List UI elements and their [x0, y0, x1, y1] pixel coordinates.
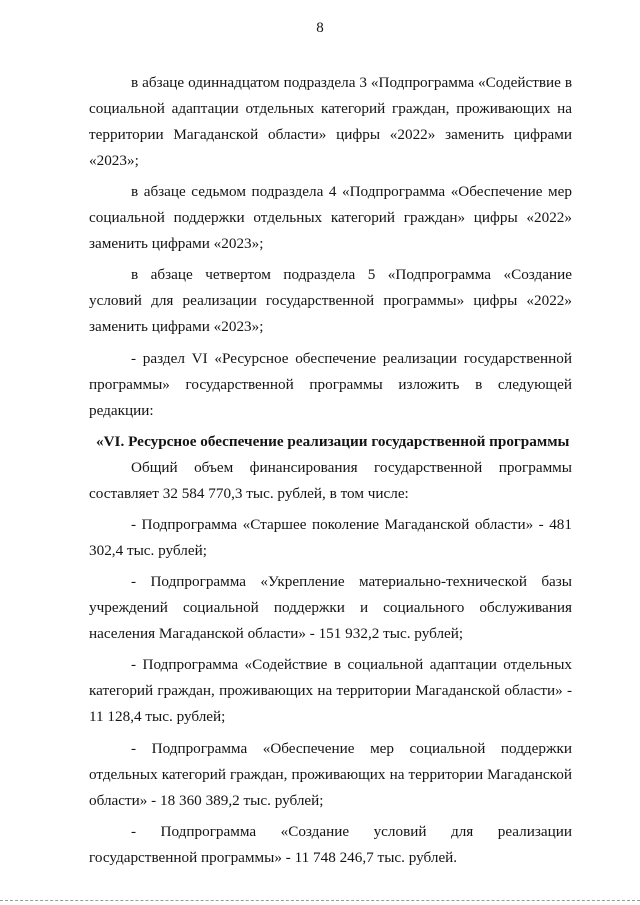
funding-item-social-support: - Подпрограмма «Обеспечение мер социальной поддержки отдельных категорий граждан, проживающих на территории Магаданской области» - 18 360 389,2 тыс. рублей;	[89, 739, 572, 809]
paragraph-amendment-subsection-4: в абзаце седьмом подраздела 4 «Подпрограмма «Обеспечение мер социальной поддержки отдельных категорий граждан» цифры «2022» заменить цифрами «2023»;	[89, 183, 572, 253]
paragraph-section-vi-amendment: - раздел VI «Ресурсное обеспечение реализации государственной программы» государственной программы изложить в следующей редакции:	[89, 349, 572, 419]
funding-item-material-base: - Подпрограмма «Укрепление материально-технической базы учреждений социальной поддержки и социального обслуживания населения Магаданской области» - 151 932,2 тыс. рублей;	[89, 573, 572, 643]
section-vi-intro: Общий объем финансирования государственной программы составляет 32 584 770,3 тыс. рублей, в том числе:	[89, 458, 572, 502]
funding-item-program-conditions: - Подпрограмма «Создание условий для реализации государственной программы» - 11 748 246,7 тыс. рублей.	[89, 822, 572, 866]
funding-item-social-adaptation: - Подпрограмма «Содействие в социальной адаптации отдельных категорий граждан, проживающих на территории Магаданской области» - 11 128,4 тыс. рублей;	[89, 656, 572, 726]
page-number: 8	[316, 20, 324, 36]
section-vi-heading: «VI. Ресурсное обеспечение реализации государственной программы	[96, 432, 570, 450]
document-body	[89, 70, 572, 876]
page-edge-line	[0, 900, 640, 901]
paragraph-amendment-subsection-3: в абзаце одиннадцатом подраздела 3 «Подпрограмма «Содействие в социальной адаптации отдельных категорий граждан, проживающих на территории Магаданской области» цифры «2022» заменить цифрами «2023»;	[89, 74, 572, 169]
funding-item-older-generation: - Подпрограмма «Старшее поколение Магаданской области» - 481 302,4 тыс. рублей;	[89, 515, 572, 559]
paragraph-amendment-subsection-5: в абзаце четвертом подраздела 5 «Подпрограмма «Создание условий для реализации государственной программы» цифры «2022» заменить цифрами «2023»;	[89, 266, 572, 336]
